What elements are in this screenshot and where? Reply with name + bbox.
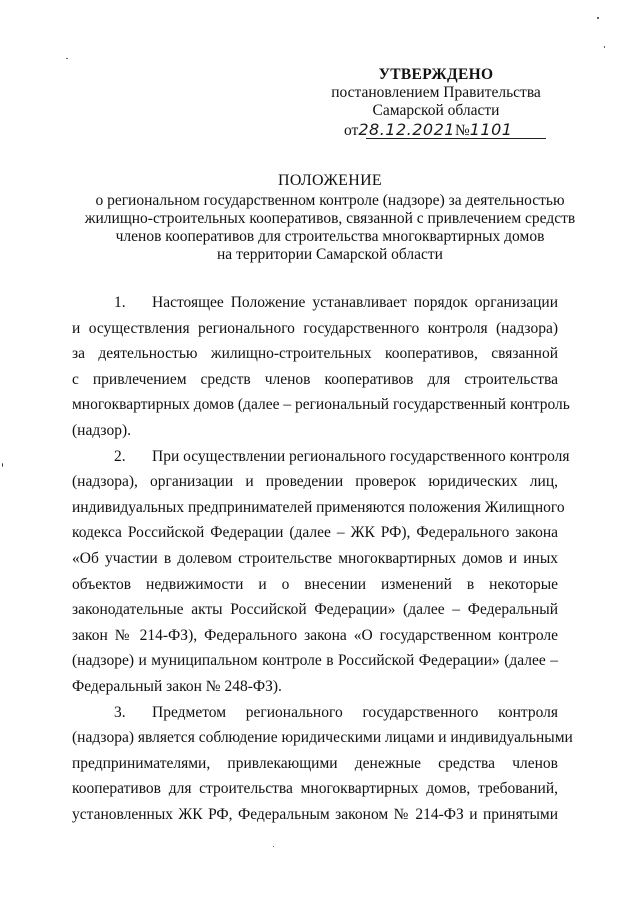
paragraph-line: 2. При осуществлении регионального государственного контроля [72,444,558,470]
paragraph-line: (надзора) является соблюдение юридическими лицами и индивидуальными [72,729,573,747]
approval-word: УТВЕРЖДЕНО [378,66,494,83]
paragraph-number: 3. [114,703,126,721]
approval-line-1: постановлением Правительства [331,84,541,101]
number-sign: № [454,122,470,139]
handwritten-date: 28.12.2021 [358,120,455,139]
approval-stamp [318,66,554,140]
paragraph-number: 2. [114,447,126,465]
paragraph-line: закон № 214-ФЗ), Федерального закона «О государственном контроле [72,626,558,644]
paragraph-line: индивидуальных предпринимателей применяются положения Жилищного [72,498,565,516]
scan-speck [273,846,274,847]
paragraph-line: законодательные акты Российской Федерации» (далее – Федеральный [72,601,558,619]
approval-date-line [318,121,554,140]
title-heading: ПОЛОЖЕНИЕ [277,172,382,189]
date-prefix: от [344,122,359,139]
paragraph-line: Федеральный закон № 248-ФЗ). [72,677,282,695]
paragraph-line: за деятельностью жилищно-строительных кооперативов, связанной [72,345,558,363]
paragraph-line: кооперативов для строительства многоквартирных домов, требований, [72,780,558,798]
scan-speck [2,463,3,467]
paragraph-line: 3. Предметом регионального государственного контроля [72,700,558,726]
paragraph-line: объектов недвижимости и о внесении изменений в некоторые [72,575,558,593]
approval-line-2: Самарской области [372,102,500,119]
paragraph-line: «Об участии в долевом строительстве многоквартирных домов и иных [72,549,558,567]
paragraph-line: с привлечением средств членов кооперативов для строительства [72,370,558,388]
document-body [72,290,573,827]
paragraph-line: (надзора), организации и проведении проверок юридических лиц, [72,473,558,491]
paragraph-line: многоквартирных домов (далее – региональный государственный контроль [72,396,570,414]
paragraph-line: кодекса Российской Федерации (далее – ЖК РФ), Федерального закона [72,524,558,542]
scan-speck [604,46,605,48]
handwritten-number: 1101 [469,120,513,139]
date-underline [366,138,546,139]
scan-speck [66,58,68,59]
paragraph-line: установленных ЖК РФ, Федеральным законом № 214-ФЗ и принятыми [72,805,558,823]
paragraph-line: (надзор). [72,421,131,439]
paragraph-number: 1. [114,294,126,311]
title-line: членов кооперативов для строительства многоквартирных домов [115,228,545,245]
paragraph-line: предпринимателями, привлекающими денежные средства членов [72,754,558,772]
paragraph-line: 1. Настоящее Положение устанавливает порядок организации [72,290,558,316]
paragraph-line: (надзоре) и муниципальном контроле в Российской Федерации» (далее – [72,652,558,670]
title-line: жилищно-строительных кооперативов, связанной с привлечением средств [84,210,576,227]
title-line: о региональном государственном контроле (надзоре) за деятельностью [95,192,565,209]
paragraph-line: и осуществления регионального государственного контроля (надзора) [72,319,558,337]
document-title [60,172,600,264]
title-line: на территории Самарской области [217,246,443,263]
scan-speck [597,17,599,19]
